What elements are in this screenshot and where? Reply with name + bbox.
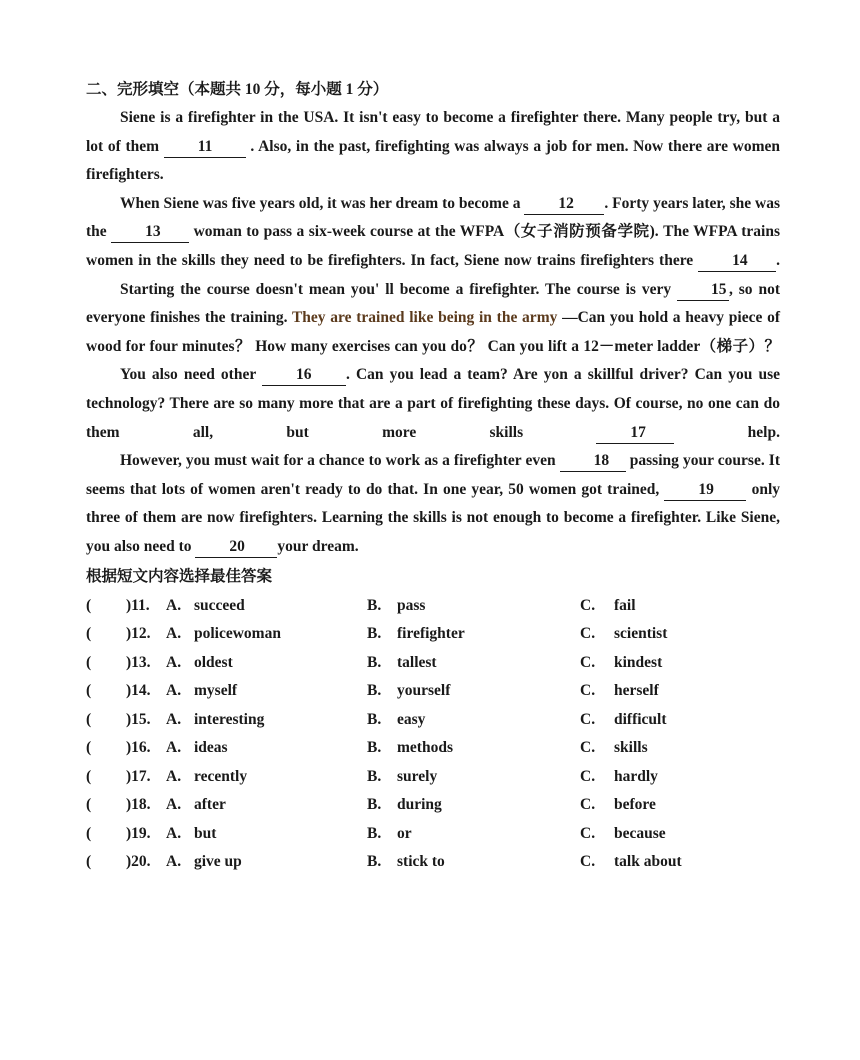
option-a-label: A. <box>166 824 182 842</box>
option-c-label: C. <box>580 767 596 785</box>
option-a: succeed <box>194 596 245 614</box>
cloze-passage <box>86 104 780 562</box>
option-a: myself <box>194 682 238 699</box>
blank-12: 12 <box>524 194 604 215</box>
paragraph-2 <box>86 190 780 276</box>
option-b-label: B. <box>367 596 382 614</box>
question-row-17 <box>86 763 780 792</box>
option-c-label: C. <box>580 596 596 614</box>
option-a: interesting <box>194 710 265 728</box>
paragraph-text: , so not everyone finishes the training. <box>86 280 780 327</box>
question-number: )19. <box>126 824 151 842</box>
option-a-label: A. <box>166 739 182 756</box>
option-b: yourself <box>397 682 451 699</box>
answer-bracket[interactable]: ( <box>86 739 92 756</box>
option-c: hardly <box>614 767 658 785</box>
option-c: kindest <box>614 653 663 671</box>
paragraph-text: Starting the course doesn't mean you' ll become a firefighter. The course is very <box>120 280 678 298</box>
paragraph-4 <box>86 361 780 447</box>
question-row-11 <box>86 592 780 621</box>
option-a: after <box>194 796 226 813</box>
option-c-label: C. <box>580 653 596 671</box>
option-b-label: B. <box>367 682 382 699</box>
option-a-label: A. <box>166 710 182 728</box>
option-c: scientist <box>614 625 668 642</box>
blank-15: 15 <box>677 280 729 301</box>
worksheet <box>86 76 780 877</box>
paragraph-text: woman to pass a six-week course at the WFPA（女子消防预备学院). The WFPA trains women in the skills they need to be firefighters. In fact, Siene now trains firefighters there <box>86 223 780 269</box>
paragraph-text: only three of them are now firefighters. Learning the skills is not enough to become a firefighter. Like Siene, you also need to <box>86 480 780 555</box>
option-c-label: C. <box>580 796 596 813</box>
option-c: herself <box>614 682 659 699</box>
question-row-16 <box>86 734 780 763</box>
option-a-label: A. <box>166 682 182 699</box>
answer-bracket[interactable]: ( <box>86 824 92 842</box>
answer-bracket[interactable]: ( <box>86 853 92 870</box>
option-a-label: A. <box>166 853 182 870</box>
option-b-label: B. <box>367 653 382 671</box>
option-c-label: C. <box>580 739 596 756</box>
paragraph-text: You also need other <box>120 366 263 384</box>
question-number: )18. <box>126 796 151 813</box>
question-number: )20. <box>126 853 151 870</box>
blank-18: 18 <box>560 451 626 472</box>
question-row-19 <box>86 820 780 849</box>
paragraph-1 <box>86 104 780 190</box>
option-b: or <box>397 824 412 842</box>
option-c-label: C. <box>580 625 596 642</box>
question-number: )11. <box>126 596 150 614</box>
option-c-label: C. <box>580 853 596 870</box>
answer-bracket[interactable]: ( <box>86 653 92 671</box>
paragraph-3 <box>86 276 780 362</box>
option-a: policewoman <box>194 625 281 642</box>
option-b: firefighter <box>397 625 465 642</box>
paragraph-text: When Siene was five years old, it was her dream to become a <box>120 194 525 212</box>
paragraph-text: They are trained like being in the army <box>291 309 558 327</box>
paragraph-text: passing your course. It seems that lots of women aren't ready to do that. In one year, 50 women got trained, <box>86 452 780 498</box>
option-c-label: C. <box>580 824 596 842</box>
option-b: methods <box>397 739 453 756</box>
question-number: )15. <box>126 710 151 728</box>
option-b-label: B. <box>367 710 382 728</box>
paragraph-text: However, you must wait for a chance to work as a firefighter even <box>120 452 560 470</box>
question-number: )17. <box>126 767 151 785</box>
option-b-label: B. <box>367 853 382 870</box>
option-c: before <box>614 796 656 813</box>
question-row-12 <box>86 620 780 649</box>
option-a: but <box>194 824 217 842</box>
option-c-label: C. <box>580 682 596 699</box>
option-b: stick to <box>397 853 445 870</box>
paragraph-text: . Also, in the past, firefighting was always a job for men. Now there are women firefighters. <box>86 137 780 184</box>
option-b: pass <box>397 596 426 614</box>
question-number: )12. <box>126 625 151 642</box>
question-number: )16. <box>126 739 151 756</box>
paragraph-text: . Forty years later, she was the <box>86 194 780 241</box>
option-a-label: A. <box>166 596 182 614</box>
option-a: recently <box>194 767 248 785</box>
answer-bracket[interactable]: ( <box>86 625 92 642</box>
option-b: tallest <box>397 653 437 671</box>
paragraph-text: help. <box>674 423 780 441</box>
option-b-label: B. <box>367 625 382 642</box>
question-number: )14. <box>126 682 151 699</box>
option-b: surely <box>397 767 438 785</box>
question-list <box>86 592 780 877</box>
option-a-label: A. <box>166 796 182 813</box>
option-a: give up <box>194 853 242 870</box>
question-row-14 <box>86 677 780 706</box>
option-a-label: A. <box>166 767 182 785</box>
option-b-label: B. <box>367 796 382 813</box>
paragraph-5 <box>86 447 780 561</box>
option-b-label: B. <box>367 824 382 842</box>
option-c: skills <box>614 739 648 756</box>
answer-bracket[interactable]: ( <box>86 710 92 728</box>
blank-17: 17 <box>596 423 674 444</box>
option-a-label: A. <box>166 625 182 642</box>
option-c: difficult <box>614 710 667 728</box>
option-b: easy <box>397 710 426 728</box>
question-number: )13. <box>126 653 151 671</box>
question-row-20 <box>86 848 780 877</box>
option-c: fail <box>614 596 636 614</box>
blank-13: 13 <box>111 222 189 243</box>
option-a-label: A. <box>166 653 182 671</box>
option-c-label: C. <box>580 710 596 728</box>
option-b: during <box>397 796 442 813</box>
paragraph-text: . <box>776 251 780 269</box>
paragraph-text: . Can you lead a team? Are yon a skillful driver? Can you use technology? There are so many more that are a part of firefighting these days. Of course, no one can do them all, but more skills <box>86 366 780 441</box>
paragraph-text: Siene is a firefighter in the USA. It isn't easy to become a firefighter there. Many people try, but a lot of them <box>86 109 780 155</box>
paragraph-text: your dream. <box>277 537 359 555</box>
paragraph-text: —Can you hold a heavy piece of wood for four minutes？ How many exercises can you do？ Can you lift a 12－meter ladder（梯子）？ <box>86 309 780 355</box>
blank-14: 14 <box>698 251 776 272</box>
option-a: oldest <box>194 653 233 671</box>
answer-bracket[interactable]: ( <box>86 596 92 614</box>
question-row-18 <box>86 791 780 820</box>
blank-16: 16 <box>262 365 346 386</box>
answer-bracket[interactable]: ( <box>86 767 92 785</box>
blank-19: 19 <box>664 480 746 501</box>
option-b-label: B. <box>367 767 382 785</box>
blank-11: 11 <box>164 137 246 158</box>
option-b-label: B. <box>367 739 382 756</box>
section-title: 二、完形填空（本题共 10 分，每小题 1 分） <box>86 81 389 98</box>
answer-bracket[interactable]: ( <box>86 682 92 699</box>
question-row-15 <box>86 706 780 735</box>
option-c: talk about <box>614 853 682 870</box>
option-a: ideas <box>194 739 228 756</box>
answer-bracket[interactable]: ( <box>86 796 92 813</box>
option-c: because <box>614 824 666 842</box>
blank-20: 20 <box>195 537 277 558</box>
question-row-13 <box>86 649 780 678</box>
instruction: 根据短文内容选择最佳答案 <box>86 567 273 585</box>
